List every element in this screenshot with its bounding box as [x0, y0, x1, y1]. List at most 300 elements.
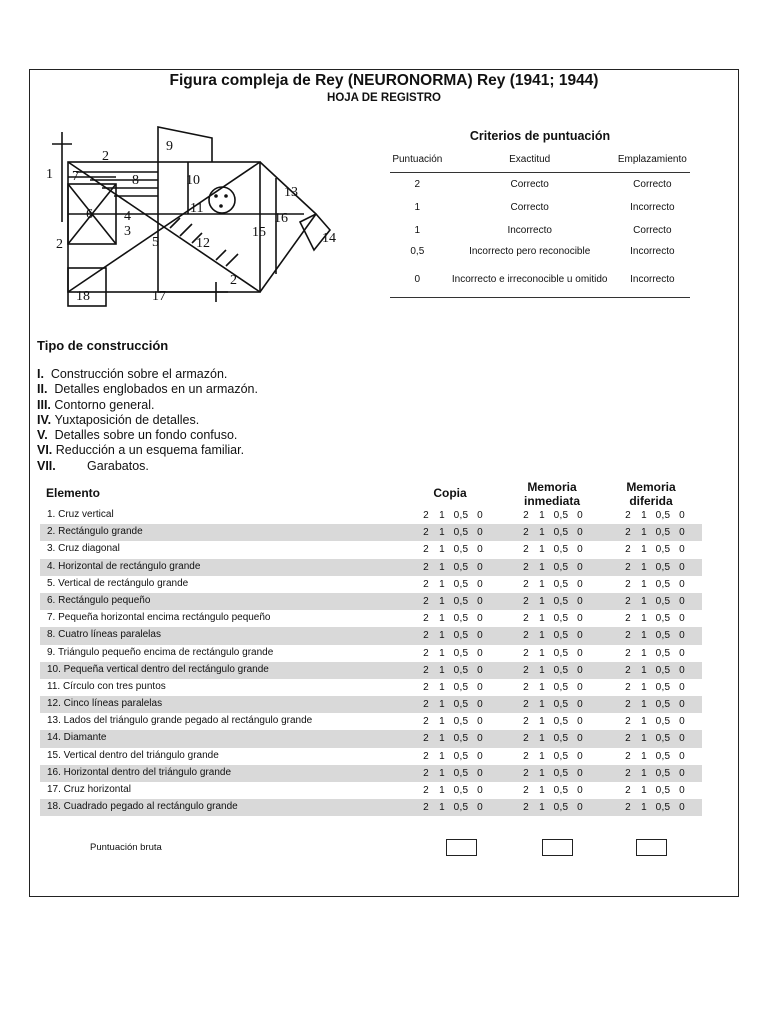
- score-option[interactable]: 0: [679, 767, 685, 779]
- score-option[interactable]: 0,5: [453, 595, 469, 607]
- score-option[interactable]: 0: [679, 647, 685, 659]
- score-option[interactable]: 0,5: [655, 647, 671, 659]
- score-option[interactable]: 2: [423, 750, 429, 762]
- figure-label: 12: [196, 236, 210, 251]
- score-option[interactable]: 1: [439, 785, 445, 796]
- score-option[interactable]: 0: [679, 527, 685, 539]
- score-option[interactable]: 1: [439, 595, 445, 607]
- score-option[interactable]: 1: [539, 716, 545, 728]
- score-option[interactable]: 2: [625, 802, 631, 814]
- score-option[interactable]: 2: [423, 699, 429, 711]
- score-option[interactable]: 0: [477, 578, 483, 590]
- score-option[interactable]: 2: [625, 544, 631, 556]
- element-label: 14. Diamante: [47, 732, 107, 744]
- score-option[interactable]: 1: [439, 510, 445, 521]
- figure-label: 7: [72, 169, 79, 184]
- score-option[interactable]: 0,5: [453, 561, 469, 573]
- score-option[interactable]: 1: [539, 733, 545, 745]
- immediate-score-options: [518, 802, 598, 813]
- score-option[interactable]: 2: [423, 785, 429, 796]
- immediate-score-options: [518, 648, 598, 659]
- score-option[interactable]: 0,5: [553, 647, 569, 659]
- score-option[interactable]: 2: [625, 561, 631, 573]
- delayed-score-options: [620, 716, 700, 727]
- score-option[interactable]: 2: [423, 802, 429, 814]
- score-option[interactable]: 1: [539, 527, 545, 539]
- score-option[interactable]: 0,5: [453, 630, 469, 642]
- score-option[interactable]: 0: [679, 595, 685, 607]
- score-option[interactable]: 0: [577, 561, 583, 573]
- score-option[interactable]: 0: [477, 613, 483, 625]
- score-option[interactable]: 1: [539, 699, 545, 711]
- delayed-score-options: [620, 682, 700, 693]
- element-label: 17. Cruz horizontal: [47, 784, 131, 795]
- score-option[interactable]: 0: [477, 716, 483, 728]
- criteria-score: 2: [414, 178, 421, 190]
- score-option[interactable]: 0: [679, 733, 685, 745]
- score-option[interactable]: 2: [523, 750, 529, 762]
- score-option[interactable]: 2: [423, 527, 429, 539]
- score-option[interactable]: 0: [477, 802, 483, 814]
- score-option[interactable]: 0,5: [453, 750, 469, 762]
- circle-dots: [214, 194, 228, 208]
- score-option[interactable]: 2: [523, 733, 529, 745]
- score-option[interactable]: 1: [439, 544, 445, 556]
- score-option[interactable]: 1: [439, 664, 445, 676]
- score-option[interactable]: 0,5: [553, 681, 569, 693]
- score-option[interactable]: 0,5: [655, 544, 671, 556]
- score-option[interactable]: 1: [539, 544, 545, 556]
- score-option[interactable]: 0: [679, 716, 685, 728]
- form-subtitle: HOJA DE REGISTRO: [327, 92, 441, 104]
- score-option[interactable]: 0: [679, 664, 685, 676]
- score-option[interactable]: 1: [641, 630, 647, 642]
- score-option[interactable]: 0,5: [453, 681, 469, 693]
- score-option[interactable]: 0: [577, 595, 583, 607]
- score-option[interactable]: 0,5: [453, 733, 469, 745]
- score-option[interactable]: 0,5: [553, 510, 569, 521]
- score-option[interactable]: 1: [641, 699, 647, 711]
- score-option[interactable]: 1: [539, 595, 545, 607]
- score-option[interactable]: 2: [523, 647, 529, 659]
- score-option[interactable]: 0,5: [453, 510, 469, 521]
- score-option[interactable]: 0: [577, 802, 583, 814]
- score-option[interactable]: 0,5: [655, 785, 671, 796]
- score-option[interactable]: 1: [439, 716, 445, 728]
- score-option[interactable]: 1: [641, 647, 647, 659]
- score-option[interactable]: 0: [577, 716, 583, 728]
- score-option[interactable]: 1: [539, 613, 545, 625]
- score-option[interactable]: 0,5: [655, 578, 671, 590]
- score-option[interactable]: 1: [439, 802, 445, 814]
- score-option[interactable]: 0,5: [655, 681, 671, 693]
- score-option[interactable]: 2: [523, 510, 529, 521]
- element-label: 16. Horizontal dentro del triángulo grande: [47, 766, 232, 778]
- score-option[interactable]: 2: [523, 767, 529, 779]
- immediate-score-options: [518, 562, 598, 573]
- score-option[interactable]: 1: [539, 630, 545, 642]
- score-option[interactable]: 0,5: [655, 527, 671, 539]
- score-option[interactable]: 2: [625, 767, 631, 779]
- score-option[interactable]: 0: [577, 699, 583, 711]
- score-option[interactable]: 2: [625, 699, 631, 711]
- score-option[interactable]: 2: [423, 510, 429, 521]
- element-label: 2. Rectángulo grande: [47, 526, 143, 538]
- score-option[interactable]: 1: [439, 733, 445, 745]
- copy-score-options: [418, 699, 498, 710]
- score-option[interactable]: 0: [577, 630, 583, 642]
- score-option[interactable]: 1: [641, 750, 647, 762]
- score-option[interactable]: 0: [577, 750, 583, 762]
- score-option[interactable]: 0,5: [453, 527, 469, 539]
- score-option[interactable]: 0: [477, 664, 483, 676]
- score-option[interactable]: 2: [625, 613, 631, 625]
- criteria-table: [390, 146, 690, 298]
- figure-label: 5: [152, 235, 159, 250]
- figure-label: 6: [86, 207, 93, 222]
- delayed-score-options: [620, 733, 700, 744]
- score-option[interactable]: 1: [641, 785, 647, 796]
- score-option[interactable]: 0,5: [553, 802, 569, 814]
- score-option[interactable]: 0,5: [655, 613, 671, 625]
- score-option[interactable]: 1: [641, 802, 647, 814]
- score-option[interactable]: 0: [477, 510, 483, 521]
- score-option[interactable]: 2: [423, 544, 429, 556]
- score-option[interactable]: 0: [577, 767, 583, 779]
- score-option[interactable]: 0,5: [655, 595, 671, 607]
- score-option[interactable]: 2: [523, 716, 529, 728]
- score-option[interactable]: 1: [641, 681, 647, 693]
- criteria-emplazamiento: Incorrecto: [630, 246, 675, 257]
- score-option[interactable]: 1: [439, 527, 445, 539]
- score-option[interactable]: 0: [577, 733, 583, 745]
- construction-type-item: [37, 398, 258, 413]
- item-text: Garabatos.: [87, 458, 149, 473]
- score-option[interactable]: 0,5: [553, 595, 569, 607]
- score-option[interactable]: 1: [539, 578, 545, 590]
- score-option[interactable]: 0: [477, 647, 483, 659]
- figure-label: 14: [322, 231, 336, 246]
- item-number: VII.: [37, 458, 56, 473]
- score-option[interactable]: 1: [539, 561, 545, 573]
- score-option[interactable]: 1: [539, 802, 545, 814]
- score-option[interactable]: 0,5: [655, 733, 671, 745]
- raw-score-copy-box[interactable]: [446, 839, 477, 856]
- criteria-row: [390, 196, 690, 219]
- item-number: II.: [37, 382, 48, 397]
- score-option[interactable]: 1: [539, 681, 545, 693]
- score-option[interactable]: 0: [577, 527, 583, 539]
- score-option[interactable]: 2: [625, 733, 631, 745]
- score-option[interactable]: 2: [523, 578, 529, 590]
- score-option[interactable]: 1: [641, 578, 647, 590]
- score-option[interactable]: 1: [641, 613, 647, 625]
- score-option[interactable]: 0,5: [453, 578, 469, 590]
- score-option[interactable]: 0: [679, 544, 685, 556]
- score-option[interactable]: 0: [577, 681, 583, 693]
- score-option[interactable]: 0: [679, 785, 685, 796]
- copy-score-options: [418, 682, 498, 693]
- score-option[interactable]: 0: [679, 561, 685, 573]
- item-number: I.: [37, 367, 44, 381]
- score-option[interactable]: 0,5: [453, 647, 469, 659]
- scoring-row: [40, 696, 702, 713]
- score-option[interactable]: 2: [625, 578, 631, 590]
- score-option[interactable]: 0,5: [453, 767, 469, 779]
- score-option[interactable]: 2: [423, 561, 429, 573]
- score-option[interactable]: 0,5: [453, 613, 469, 625]
- immediate-score-options: [518, 785, 598, 796]
- copy-score-options: [418, 716, 498, 727]
- score-option[interactable]: 0,5: [553, 733, 569, 745]
- figure-label: 10: [186, 173, 200, 188]
- score-option[interactable]: 0,5: [553, 785, 569, 796]
- figure-label: 16: [274, 211, 288, 226]
- score-option[interactable]: 0: [577, 578, 583, 590]
- score-option[interactable]: 0,5: [453, 664, 469, 676]
- score-option[interactable]: 2: [625, 785, 631, 796]
- score-option[interactable]: 2: [523, 785, 529, 796]
- score-option[interactable]: 0,5: [553, 750, 569, 762]
- delayed-score-options: [620, 751, 700, 762]
- criteria-row: [390, 262, 690, 298]
- score-option[interactable]: 0,5: [553, 664, 569, 676]
- score-option[interactable]: 1: [641, 767, 647, 779]
- score-option[interactable]: 0: [679, 681, 685, 693]
- scoring-row: [40, 576, 702, 593]
- figure-label: 2: [230, 273, 237, 288]
- scoring-row: [40, 713, 702, 730]
- criteria-exactitud: Incorrecto pero reconocible: [469, 246, 591, 257]
- criteria-emplazamiento: Incorrecto: [630, 201, 675, 213]
- score-option[interactable]: 0,5: [655, 510, 671, 521]
- score-option[interactable]: 0,5: [553, 767, 569, 779]
- score-option[interactable]: 1: [439, 767, 445, 779]
- immediate-score-options: [518, 630, 598, 641]
- score-option[interactable]: 2: [423, 647, 429, 659]
- element-label: 7. Pequeña horizontal encima rectángulo pequeño: [47, 612, 271, 624]
- construction-type-item: [37, 382, 258, 397]
- score-option[interactable]: 0: [477, 561, 483, 573]
- score-option[interactable]: 0: [477, 699, 483, 711]
- score-option[interactable]: 2: [523, 527, 529, 539]
- score-option[interactable]: 0: [577, 647, 583, 659]
- score-option[interactable]: 2: [625, 664, 631, 676]
- score-option[interactable]: 2: [523, 561, 529, 573]
- score-option[interactable]: 2: [523, 681, 529, 693]
- raw-score-immediate-box[interactable]: [542, 839, 573, 856]
- construction-type-list: [37, 367, 258, 474]
- score-option[interactable]: 0: [679, 750, 685, 762]
- score-option[interactable]: 0: [477, 544, 483, 556]
- score-option[interactable]: 2: [423, 613, 429, 625]
- score-option[interactable]: 0: [477, 630, 483, 642]
- score-option[interactable]: 0,5: [655, 699, 671, 711]
- criteria-exactitud: Correcto: [510, 178, 549, 190]
- score-option[interactable]: 2: [523, 664, 529, 676]
- score-option[interactable]: 2: [625, 716, 631, 728]
- score-option[interactable]: 0,5: [655, 750, 671, 762]
- immediate-score-options: [518, 613, 598, 624]
- score-option[interactable]: 0,5: [553, 561, 569, 573]
- score-option[interactable]: 2: [625, 647, 631, 659]
- score-option[interactable]: 0,5: [453, 544, 469, 556]
- copy-score-options: [418, 733, 498, 744]
- score-option[interactable]: 0: [477, 681, 483, 693]
- score-option[interactable]: 0,5: [453, 699, 469, 711]
- score-option[interactable]: 1: [439, 750, 445, 762]
- score-option[interactable]: 1: [439, 699, 445, 711]
- delayed-score-options: [620, 562, 700, 573]
- copy-score-options: [418, 648, 498, 659]
- score-option[interactable]: 1: [439, 630, 445, 642]
- score-option[interactable]: 1: [439, 578, 445, 590]
- item-text: Detalles sobre un fondo confuso.: [54, 428, 238, 443]
- score-option[interactable]: 0: [577, 664, 583, 676]
- score-option[interactable]: 2: [423, 681, 429, 693]
- figure-label: 13: [284, 185, 298, 200]
- item-text: Construcción sobre el armazón.: [50, 367, 228, 381]
- score-option[interactable]: 0: [679, 578, 685, 590]
- score-option[interactable]: 0: [577, 785, 583, 796]
- score-option[interactable]: 2: [523, 630, 529, 642]
- score-option[interactable]: 0: [679, 510, 685, 521]
- score-option[interactable]: 2: [523, 802, 529, 814]
- criteria-header: Puntuación: [390, 146, 445, 173]
- score-option[interactable]: 2: [423, 578, 429, 590]
- item-text: Contorno general.: [54, 397, 155, 412]
- score-option[interactable]: 1: [641, 733, 647, 745]
- construction-type-item: [37, 428, 258, 443]
- score-option[interactable]: 1: [539, 785, 545, 796]
- delayed-score-options: [620, 579, 700, 590]
- score-option[interactable]: 0,5: [553, 699, 569, 711]
- score-option[interactable]: 2: [523, 699, 529, 711]
- score-option[interactable]: 0,5: [655, 664, 671, 676]
- figure-label: 2: [102, 149, 109, 164]
- score-option[interactable]: 2: [423, 767, 429, 779]
- scoring-row: [40, 799, 702, 816]
- score-option[interactable]: 2: [423, 716, 429, 728]
- score-option[interactable]: 2: [423, 664, 429, 676]
- score-option[interactable]: 2: [625, 510, 631, 521]
- score-option[interactable]: 0,5: [553, 527, 569, 539]
- score-option[interactable]: 0,5: [655, 767, 671, 779]
- score-option[interactable]: 2: [423, 733, 429, 745]
- score-option[interactable]: 1: [641, 716, 647, 728]
- scoring-row: [40, 610, 702, 627]
- immediate-memory-column-header: Memoria inmediata: [523, 480, 580, 508]
- element-label: 10. Pequeña vertical dentro del rectángulo grande: [47, 663, 269, 675]
- score-option[interactable]: 1: [641, 561, 647, 573]
- score-option[interactable]: 1: [539, 510, 545, 521]
- score-option[interactable]: 2: [423, 630, 429, 642]
- score-option[interactable]: 0: [679, 699, 685, 711]
- score-option[interactable]: 0,5: [553, 630, 569, 642]
- score-option[interactable]: 2: [523, 613, 529, 625]
- criteria-exactitud: Incorrecto: [507, 224, 552, 236]
- score-option[interactable]: 0,5: [553, 544, 569, 556]
- score-option[interactable]: 1: [641, 527, 647, 539]
- score-option[interactable]: 2: [523, 544, 529, 556]
- score-option[interactable]: 1: [539, 767, 545, 779]
- figure-label: 8: [132, 173, 139, 188]
- score-option[interactable]: 1: [439, 647, 445, 659]
- immediate-score-options: [518, 682, 598, 693]
- score-option[interactable]: 0,5: [453, 785, 469, 796]
- score-option[interactable]: 0,5: [655, 561, 671, 573]
- score-option[interactable]: 1: [539, 647, 545, 659]
- score-option[interactable]: 1: [439, 561, 445, 573]
- score-option[interactable]: 2: [625, 595, 631, 607]
- score-option[interactable]: 0,5: [655, 716, 671, 728]
- score-option[interactable]: 0: [679, 613, 685, 625]
- score-option[interactable]: 0: [577, 613, 583, 625]
- score-option[interactable]: 0: [577, 544, 583, 556]
- score-option[interactable]: 0,5: [553, 613, 569, 625]
- score-option[interactable]: 0,5: [655, 802, 671, 814]
- figure-label: 11: [190, 201, 204, 216]
- score-option[interactable]: 1: [539, 664, 545, 676]
- score-option[interactable]: 2: [523, 595, 529, 607]
- score-option[interactable]: 0: [477, 527, 483, 539]
- score-option[interactable]: 0: [679, 630, 685, 642]
- element-label: 3. Cruz diagonal: [47, 543, 120, 555]
- score-option[interactable]: 0: [477, 785, 483, 796]
- score-option[interactable]: 0: [577, 510, 583, 521]
- score-option[interactable]: 2: [625, 527, 631, 539]
- score-option[interactable]: 0: [477, 767, 483, 779]
- score-option[interactable]: 2: [625, 630, 631, 642]
- score-option[interactable]: 0: [477, 595, 483, 607]
- criteria-header: Emplazamiento: [615, 146, 690, 173]
- copy-score-options: [418, 768, 498, 779]
- score-option[interactable]: 0,5: [553, 716, 569, 728]
- criteria-emplazamiento: Incorrecto: [615, 262, 690, 298]
- score-option[interactable]: 0: [477, 750, 483, 762]
- scoring-row: [40, 730, 702, 747]
- delayed-score-options: [620, 699, 700, 710]
- score-option[interactable]: 2: [625, 681, 631, 693]
- delayed-score-options: [620, 665, 700, 676]
- score-option[interactable]: 1: [641, 510, 647, 521]
- score-option[interactable]: 0,5: [655, 630, 671, 642]
- score-option[interactable]: 1: [641, 544, 647, 556]
- score-option[interactable]: 0,5: [553, 578, 569, 590]
- score-option[interactable]: 1: [439, 613, 445, 625]
- score-option[interactable]: 1: [641, 664, 647, 676]
- score-option[interactable]: 1: [539, 750, 545, 762]
- score-option[interactable]: 0: [679, 802, 685, 814]
- score-option[interactable]: 2: [625, 750, 631, 762]
- score-option[interactable]: 0: [477, 733, 483, 745]
- score-option[interactable]: 0,5: [453, 802, 469, 814]
- score-option[interactable]: 2: [423, 595, 429, 607]
- immediate-score-options: [518, 768, 598, 779]
- copy-score-options: [418, 510, 498, 521]
- item-text: Yuxtaposición de detalles.: [54, 412, 200, 427]
- copy-score-options: [418, 630, 498, 641]
- score-option[interactable]: 1: [641, 595, 647, 607]
- scoring-row: [40, 782, 702, 799]
- raw-score-delayed-box[interactable]: [636, 839, 667, 856]
- delayed-score-options: [620, 630, 700, 641]
- score-option[interactable]: 0,5: [453, 716, 469, 728]
- scoring-rows: [40, 507, 702, 816]
- score-option[interactable]: 1: [439, 681, 445, 693]
- item-number: V.: [37, 428, 48, 443]
- figure-label: 15: [252, 225, 266, 240]
